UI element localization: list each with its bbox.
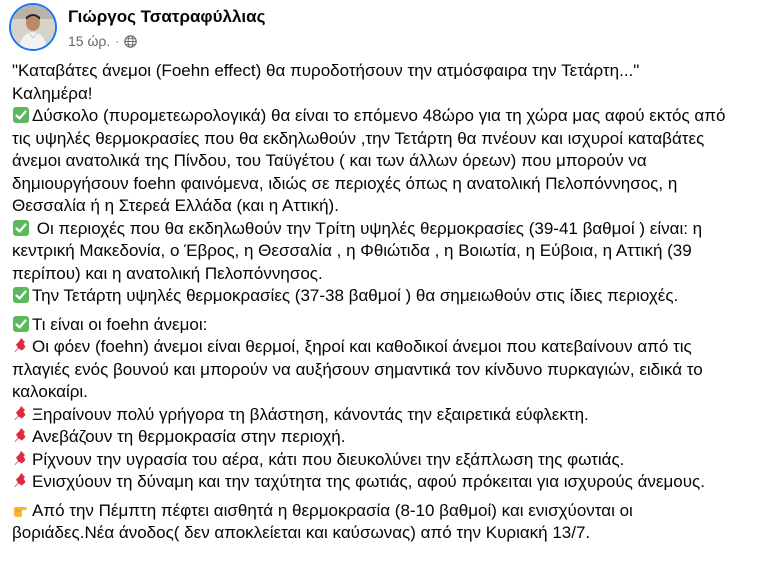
para1-line-5: Θεσσαλία ή η Στερεά Ελλάδα (και η Αττική). [12, 196, 339, 215]
bullet-1 [12, 404, 772, 427]
pushpin-icon [12, 450, 30, 468]
greeting-line: Καλημέρα! [12, 83, 93, 103]
author-avatar[interactable] [11, 5, 55, 49]
foehn-title-text: Τι είναι οι foehn άνεμοι: [32, 314, 208, 334]
check-mark-button-icon [12, 219, 30, 237]
para2-line-3: περίπου) και η ανατολική Πελοπόννησος. [12, 263, 323, 283]
check-mark-button-icon [12, 286, 30, 304]
foehn-def-text-1: Οι φόεν (foehn) άνεμοι είναι θερμοί, ξηροί και καθοδικοί άνεμοι που κατεβαίνουν από τις [32, 337, 692, 356]
para2-text-1: Οι περιοχές που θα εκδηλωθούν την Τρίτη υψηλές θερμοκρασίες (39-41 βαθμοί ) είναι: η [32, 218, 703, 238]
foehn-def-line-2: πλαγιές ενός βουνού και μπορούν να αυξήσουν σημαντικά τον κίνδυνο πυρκαγιών, ειδικά το [12, 359, 703, 379]
foehn-def-line-3: καλοκαίρι. [12, 382, 88, 401]
closing-text-1: Από την Πέμπτη πέφτει αισθητά η θερμοκρασία (8-10 βαθμοί) και ενισχύονται οι [32, 500, 633, 520]
post-meta [68, 33, 137, 49]
para1-line-2: τις υψηλές θερμοκρασίες που θα εκδηλωθούν ,την Τετάρτη θα πνέουν και ισχυροί καταβάτες [12, 128, 705, 148]
foehn-title-line [12, 314, 772, 337]
bullet-4 [12, 471, 772, 494]
post-timestamp[interactable]: 15 ώρ. [68, 33, 111, 49]
para1-line-1 [12, 105, 772, 128]
pushpin-icon [12, 337, 30, 355]
closing-line-1 [12, 500, 772, 523]
meta-separator: · [115, 34, 120, 48]
post-title-line: "Καταβάτες άνεμοι (Foehn effect) θα πυροδοτήσουν την ατμόσφαιρα την Τετάρτη..." [12, 61, 640, 80]
para3-text: Την Τετάρτη υψηλές θερμοκρασίες (37-38 βαθμοί ) θα σημειωθούν στις ίδιες περιοχές. [32, 286, 679, 305]
bullet-2-text: Ανεβάζουν τη θερμοκρασία στην περιοχή. [32, 427, 346, 446]
para2-line-2: κεντρική Μακεδονία, ο Έβρος, η Θεσσαλία , η Φθιώτιδα , η Βοιωτία, η Εύβοια, η Αττική (39 [12, 241, 692, 260]
pushpin-icon [12, 405, 30, 423]
pushpin-icon [12, 472, 30, 490]
post-body [12, 60, 772, 545]
pushpin-icon [12, 427, 30, 445]
closing-line-2: βοριάδες.Νέα άνοδος( δεν αποκλείεται και καύσωνας) από την Κυριακή 13/7. [12, 523, 591, 542]
backhand-index-pointing-right-icon [12, 501, 30, 519]
check-mark-button-icon [12, 106, 30, 124]
para1-text-1: Δύσκολο (πυρομετεωρολογικά) θα είναι το επόμενο 48ώρο για τη χώρα μας αφού εκτός από [32, 106, 726, 125]
bullet-3-text: Ρίχνουν την υγρασία του αέρα, κάτι που διευκολύνει την εξάπλωση της φωτιάς. [32, 449, 625, 469]
bullet-3 [12, 449, 772, 472]
para1-line-3: άνεμοι ανατολικά της Πίνδου, του Ταϋγέτου ( και των άλλων όρεων) που μπορούν να [12, 151, 647, 170]
bullet-4-text: Ενισχύουν τη δύναμη και την ταχύτητα της φωτιάς, αφού πρόκειται για ισχυρούς άνεμους. [32, 472, 705, 491]
para3-line [12, 285, 772, 308]
para1-line-4: δημιουργήσουν foehn φαινόμενα, ιδιώς σε περιοχές όπως η ανατολική Πελοπόννησος, η [12, 173, 678, 193]
bullet-2 [12, 426, 772, 449]
author-name[interactable]: Γιώργος Τσατραφύλλιας [68, 7, 266, 26]
globe-icon [124, 35, 137, 48]
foehn-def-line-1 [12, 336, 772, 359]
bullet-1-text: Ξηραίνουν πολύ γρήγορα τη βλάστηση, κάνοντάς την εξαιρετικά εύφλεκτη. [32, 404, 589, 424]
check-mark-button-icon [12, 315, 30, 333]
para2-line-1 [12, 218, 772, 241]
